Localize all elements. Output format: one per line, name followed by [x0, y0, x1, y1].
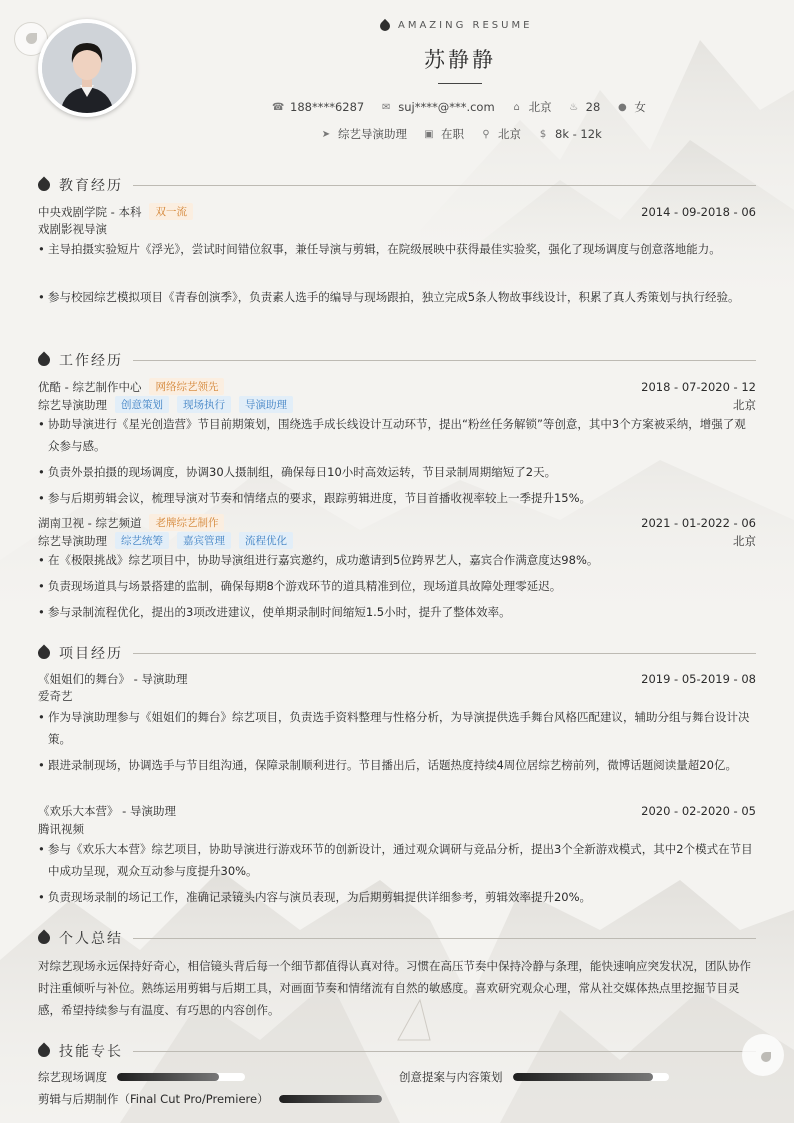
list-item: • 作为导演助理参与《姐姐们的舞台》综艺项目，负责选手资料整理与性格分析，为导演提供选手舞台风格匹配建议，辅助分组与舞台设计决策。 — [38, 706, 756, 750]
list-item: • 跟进录制现场，协调选手与节目组沟通，保障录制顺利进行。节目播出后，话题热度持续4周位居综艺榜前列，微博话题阅读量超20亿。 — [38, 754, 756, 776]
skill-bar — [279, 1095, 382, 1103]
project-entry-header — [38, 671, 756, 687]
skill-item — [38, 1069, 245, 1085]
projects-section-header — [38, 643, 756, 663]
section-leaf-icon — [36, 930, 53, 947]
work-location: 北京 — [733, 533, 756, 548]
salary-value: 8k - 12k — [555, 127, 602, 141]
brand-text: AMAZING RESUME — [398, 20, 533, 31]
project-org: 爱奇艺 — [38, 689, 73, 703]
work-role-row — [38, 396, 756, 413]
contact-info-row — [272, 99, 662, 115]
skill-bar — [513, 1073, 669, 1081]
home-icon: ⌂ — [513, 101, 520, 113]
email-value: suj****@***.com — [398, 100, 495, 114]
cake-icon: ♨ — [569, 101, 579, 113]
skill-bar — [117, 1073, 245, 1081]
skill-name: 创意提案与内容策划 — [399, 1070, 503, 1084]
work-role-row — [38, 532, 756, 549]
avatar-photo — [42, 23, 132, 113]
avatar — [38, 19, 136, 117]
skill-bar-fill — [513, 1073, 653, 1081]
list-item: • 协助导演进行《星光创造营》节目前期策划，围绕选手成长线设计互动环节，提出“粉丝任务解锁”等创意，其中3个方案被采纳，增强了观众参与感。 — [38, 413, 756, 457]
company-tag: 老牌综艺制作 — [149, 514, 224, 531]
send-icon: ➤ — [321, 128, 331, 140]
major-name: 戏剧影视导演 — [38, 222, 107, 236]
skill-item — [399, 1069, 669, 1085]
work-entry-header — [38, 514, 756, 531]
list-item: • 参与录制流程优化，提出的3项改进建议，使单期录制时间缩短1.5小时，提升了整体效率。 — [38, 601, 756, 623]
list-item: • 负责外景拍摄的现场调度，协调30人摄制组，确保每日10小时高效运转，节目录制周期缩短了2天。 — [38, 461, 756, 483]
project-entry-header — [38, 803, 756, 819]
section-divider — [133, 653, 756, 654]
school-tag: 双一流 — [149, 203, 193, 220]
work-entry-header — [38, 378, 756, 395]
skill-item — [38, 1091, 382, 1107]
skill-tag: 嘉宾管理 — [177, 532, 231, 549]
skills-section-header — [38, 1041, 756, 1061]
project-dates: 2019 - 05-2019 - 08 — [641, 672, 756, 686]
skill-tag: 创意策划 — [115, 396, 169, 413]
project-org-row — [38, 821, 756, 837]
company-name: 湖南卫视 - 综艺频道 — [38, 515, 142, 530]
school-name: 中央戏剧学院 - 本科 — [38, 204, 142, 219]
project-dates: 2020 - 02-2020 - 05 — [641, 804, 756, 818]
section-divider — [133, 360, 756, 361]
name-underline — [438, 83, 482, 84]
skill-bar-fill — [279, 1095, 382, 1103]
skill-tag: 现场执行 — [177, 396, 231, 413]
list-item: • 参与校园综艺模拟项目《青春创演季》，负责素人选手的编导与现场跟拍，独立完成5条人物故事线设计，积累了真人秀策划与执行经验。 — [38, 286, 756, 308]
section-title: 个人总结 — [59, 931, 123, 947]
work-location: 北京 — [733, 397, 756, 412]
project-org-row — [38, 688, 756, 704]
skill-name: 剪辑与后期制作（Final Cut Pro/Premiere） — [38, 1092, 269, 1106]
section-divider — [133, 185, 756, 186]
education-major-row — [38, 221, 756, 237]
project-org: 腾讯视频 — [38, 822, 84, 836]
section-divider — [133, 938, 756, 939]
role-name: 综艺导演助理 — [38, 533, 107, 548]
list-item: • 参与后期剪辑会议，梳理导演对节奏和情绪点的要求，跟踪剪辑进度，节目首播收视率较上一季提升15%。 — [38, 487, 756, 509]
skill-tag: 导演助理 — [239, 396, 293, 413]
phone-value: 188****6287 — [290, 100, 365, 114]
brand-label — [380, 20, 532, 31]
summary-text: 对综艺现场永远保持好奇心，相信镜头背后每一个细节都值得认真对待。习惯在高压节奏中保持冷静与条理，能快速响应突发状况，团队协作时注重倾听与补位。熟练运用剪辑与后期工具，对画面节奏和情绪流有自然的敏感度。喜欢研究观众心理，常从社交媒体热点里挖掘节目灵感，希望持续参与有温度、有巧思的内容创作。 — [38, 959, 751, 1017]
work-section-header — [38, 350, 756, 370]
skill-tag: 综艺统筹 — [115, 532, 169, 549]
section-leaf-icon — [36, 645, 53, 662]
mail-icon: ✉ — [382, 101, 391, 113]
skill-name: 综艺现场调度 — [38, 1070, 107, 1084]
location-icon: ⚲ — [482, 128, 490, 140]
decorative-leaf-badge — [742, 1034, 784, 1076]
list-item: • 在《极限挑战》综艺项目中，协助导演组进行嘉宾邀约，成功邀请到5位跨界艺人，嘉宾合作满意度达98%。 — [38, 549, 756, 571]
work-dates: 2021 - 01-2022 - 06 — [641, 515, 756, 530]
list-item: • 主导拍摄实验短片《浮光》，尝试时间错位叙事，兼任导演与剪辑，在院级展映中获得最佳实验奖，强化了现场调度与创意落地能力。 — [38, 238, 756, 260]
section-title: 项目经历 — [59, 646, 123, 662]
section-divider — [133, 1051, 756, 1052]
section-leaf-icon — [36, 352, 53, 369]
section-leaf-icon — [36, 177, 53, 194]
money-icon: $ — [539, 128, 547, 140]
education-entry-header — [38, 203, 756, 220]
summary-section-header — [38, 928, 756, 948]
age-value: 28 — [585, 100, 601, 114]
list-item: • 负责现场道具与场景搭建的监制，确保每期8个游戏环节的道具精准到位，现场道具故障处理零延迟。 — [38, 575, 756, 597]
section-title: 教育经历 — [59, 178, 123, 194]
gender-value: 女 — [634, 100, 646, 114]
section-title: 工作经历 — [59, 353, 123, 369]
section-title: 技能专长 — [59, 1044, 123, 1060]
briefcase-icon: ▣ — [424, 128, 434, 140]
position-value: 综艺导演助理 — [338, 127, 407, 141]
skill-bar-fill — [117, 1073, 219, 1081]
company-name: 优酷 - 综艺制作中心 — [38, 379, 142, 394]
skill-tag: 流程优化 — [239, 532, 293, 549]
work-dates: 2018 - 07-2020 - 12 — [641, 379, 756, 394]
section-leaf-icon — [36, 1043, 53, 1060]
phone-icon: ☎ — [272, 101, 285, 113]
gender-icon: ● — [617, 101, 627, 113]
target-city-value: 北京 — [498, 127, 521, 141]
company-tag: 网络综艺领先 — [149, 378, 224, 395]
role-name: 综艺导演助理 — [38, 397, 107, 412]
project-title: 《欢乐大本营》 - 导演助理 — [38, 804, 176, 818]
city-value: 北京 — [528, 100, 552, 114]
list-item: • 参与《欢乐大本营》综艺项目，协助导演进行游戏环节的创新设计，通过观众调研与竞品分析，提出3个全新游戏模式，其中2个模式在节目中成功呈现，观众互动参与度提升30%。 — [38, 838, 756, 882]
project-title: 《姐姐们的舞台》 - 导演助理 — [38, 672, 188, 686]
education-section-header — [38, 175, 756, 195]
status-value: 在职 — [441, 127, 464, 141]
leaf-icon — [378, 18, 392, 32]
education-dates: 2014 - 09-2018 - 06 — [641, 204, 756, 219]
job-intent-row — [320, 126, 618, 142]
candidate-name: 苏静静 — [424, 48, 496, 72]
list-item: • 负责现场录制的场记工作，准确记录镜头内容与演员表现，为后期剪辑提供详细参考，剪辑效率提升20%。 — [38, 886, 756, 908]
